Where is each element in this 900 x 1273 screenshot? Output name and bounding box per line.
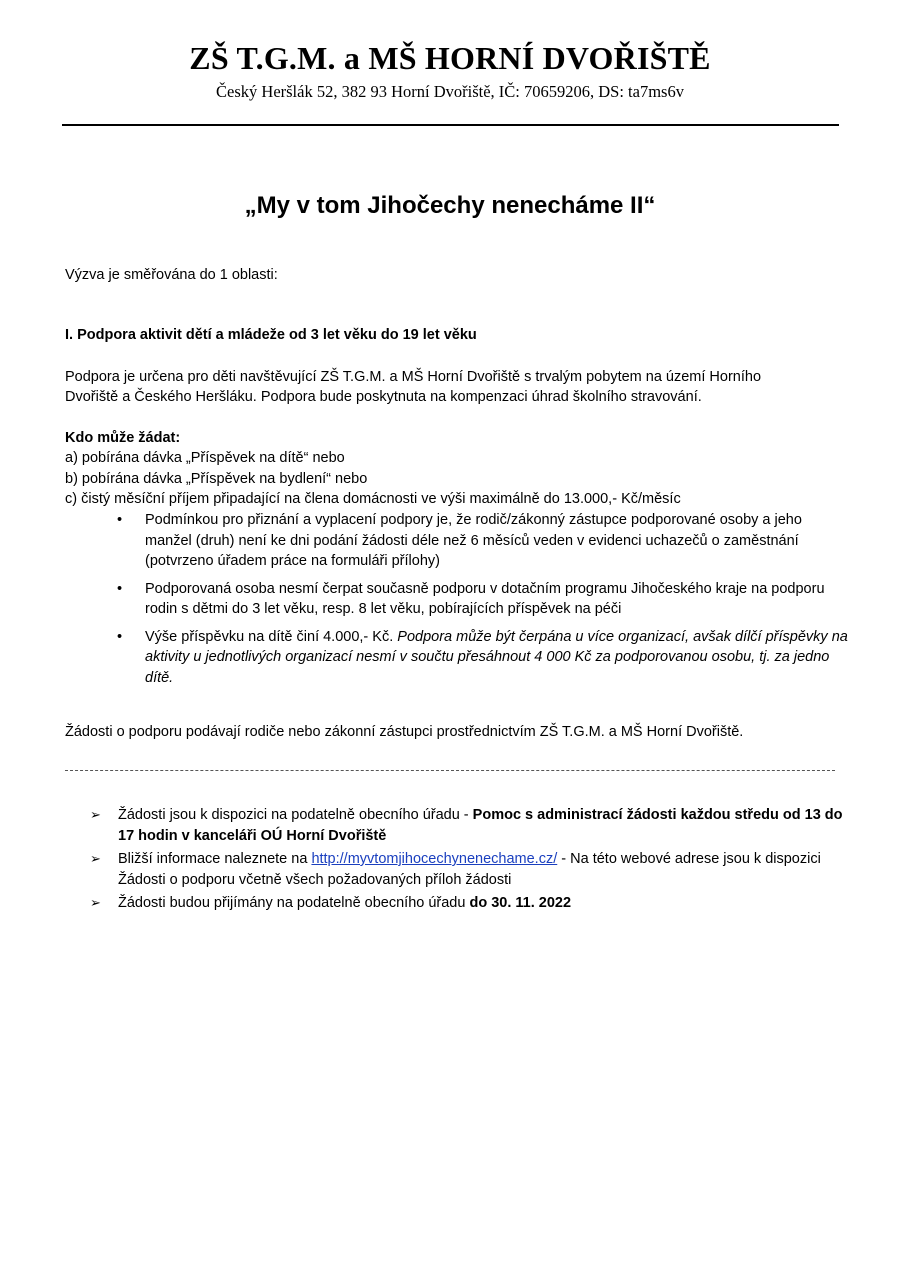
support-line-2: Dvořiště a Českého Heršláku. Podpora bude poskytnuta na kompenzaci úhrad školního stravování. [65, 389, 702, 405]
condition-a: a) pobírána dávka „Příspěvek na dítě“ nebo [65, 450, 345, 466]
bullet-dot-icon: • [117, 628, 123, 645]
section-heading: I. Podpora aktivit dětí a mládeže od 3 let věku do 19 let věku [65, 327, 477, 343]
bullet-text: Podmínkou pro přiznání a vyplacení podpory je, že rodič/zákonný zástupce podporované osoby a jeho manžel (druh) není ke dni podání žádosti déle než 6 měsíců veden v evidenci uchazečů o zaměstnání (potvrzeno úřadem práce na formuláři přílohy) [145, 512, 802, 569]
arrow-bullet-icon: ➢ [90, 895, 101, 910]
dashed-divider [65, 770, 835, 771]
website-link[interactable]: http://myvtomjihocechynenechame.cz/ [311, 851, 558, 867]
info-list [90, 805, 845, 917]
bullet-text-italic: Podpora může být čerpána u více organizací, avšak dílčí příspěvky na aktivity u jednotlivých organizací nesmí v součtu přesáhnout 4 000 Kč za podporovanou osobu, tj. za jedno dítě. [145, 628, 848, 686]
bullet-dot-icon: • [117, 580, 123, 597]
deadline-text: do 30. 11. 2022 [469, 895, 572, 911]
info-text: Bližší informace naleznete na [118, 851, 312, 867]
condition-c: c) čistý měsíční příjem připadající na člena domácnosti ve výši maximálně do 13.000,- Kč/měsíc [65, 491, 681, 507]
school-name: ZŠ T.G.M. a MŠ HORNÍ DVOŘIŠTĚ [189, 40, 711, 76]
bullet-item [115, 579, 850, 620]
condition-b: b) pobírána dávka „Příspěvek na bydlení“ nebo [65, 470, 368, 487]
arrow-bullet-icon: ➢ [90, 851, 101, 866]
info-text-bold: Pomoc s administrací žádosti každou středu od 13 do 17 hodin v kanceláři OÚ Horní Dvořiště [118, 807, 843, 844]
bullet-dot-icon: • [117, 512, 123, 528]
bullet-text: Výše příspěvku na dítě činí 4.000,- Kč. [145, 628, 398, 645]
bullet-text: Podporovaná osoba nesmí čerpat současně podporu v dotačním programu Jihočeského kraje na podporu rodin s dětmi do 3 let věku, resp. 8 let věku, pobírajících příspěvek na péči [145, 580, 825, 617]
document-title: „My v tom Jihočechy nenecháme II“ [244, 192, 656, 219]
info-item [90, 893, 845, 914]
info-text: Žádosti jsou k dispozici na podatelně obecního úřadu - [118, 807, 473, 823]
conditions-list [65, 448, 681, 510]
info-item [90, 805, 845, 846]
bullet-item [115, 510, 850, 572]
intro-text: Výzva je směřována do 1 oblasti: [65, 267, 278, 283]
closing-text: Žádosti o podporu podávají rodiče nebo zákonní zástupci prostřednictvím ZŠ T.G.M. a MŠ Horní Dvořiště. [65, 724, 744, 740]
bullet-item [115, 627, 850, 689]
who-can-apply-heading: Kdo může žádat: [65, 430, 181, 446]
info-text: - Na této webové adrese jsou k dispozici Žádosti o podporu včetně všech požadovaných příloh žádosti [118, 851, 821, 888]
conditions-bullets [115, 510, 850, 695]
school-address: Český Heršlák 52, 382 93 Horní Dvořiště, IČ: 70659206, DS: ta7ms6v [216, 82, 684, 101]
header-divider [62, 124, 839, 126]
support-line-1: Podpora je určena pro děti navštěvující ZŠ T.G.M. a MŠ Horní Dvořiště s trvalým pobytem na území Horního [65, 369, 762, 385]
info-text: Žádosti budou přijímány na podatelně obecního úřadu [118, 895, 470, 911]
info-item [90, 849, 845, 890]
arrow-bullet-icon: ➢ [90, 807, 101, 822]
support-paragraph [65, 367, 825, 407]
